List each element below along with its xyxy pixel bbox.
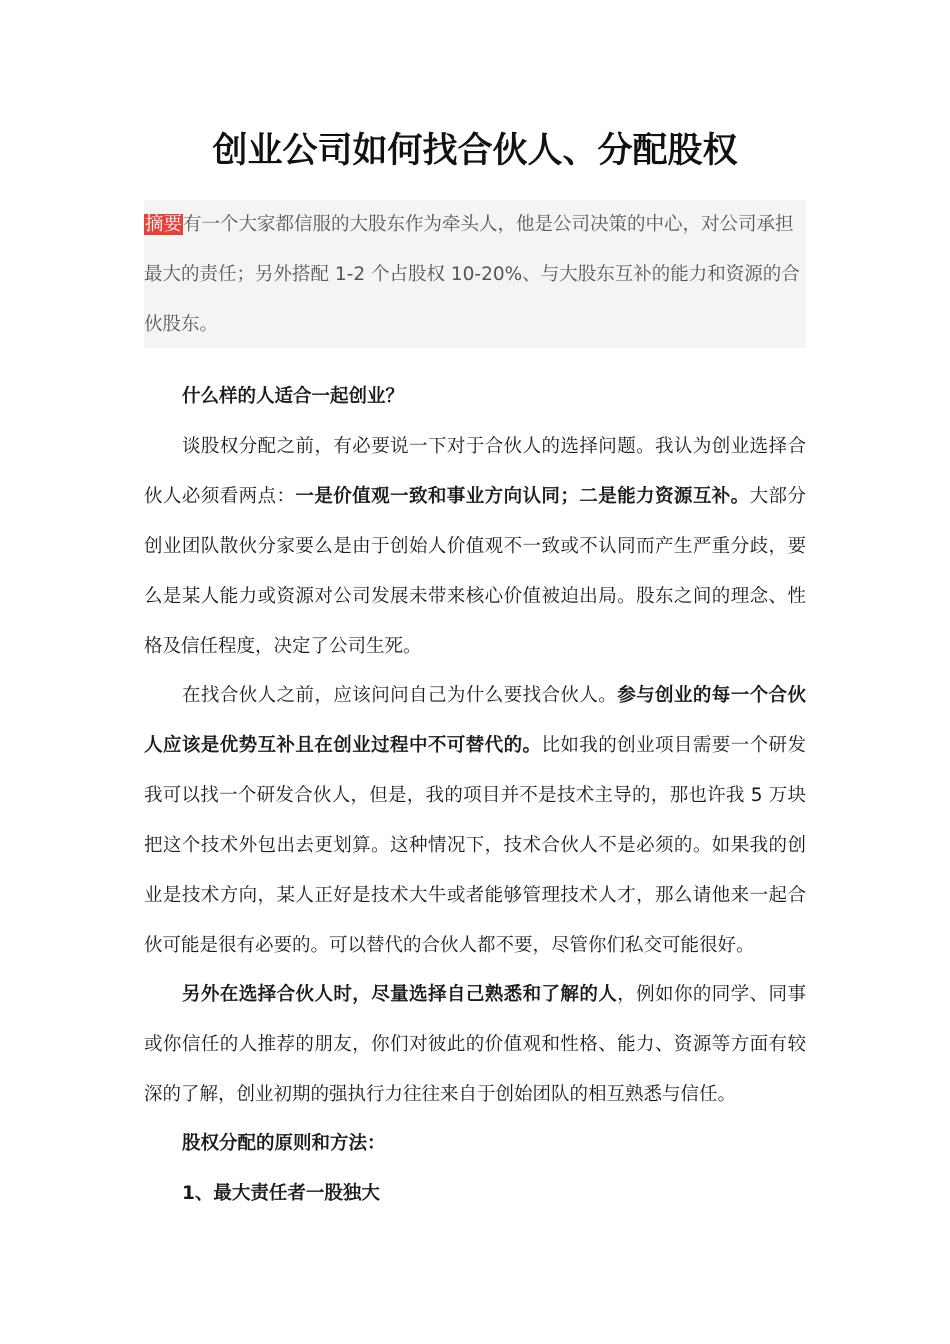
section-heading: 股权分配的原则和方法： — [182, 1133, 386, 1154]
section-heading: 什么样的人适合一起创业？ — [182, 386, 405, 407]
paragraph — [144, 422, 806, 672]
paragraph-text: 在找合伙人之前，应该问问自己为什么要找合伙人。 — [182, 685, 618, 706]
paragraph — [144, 970, 806, 1120]
abstract-text: 有一个大家都信服的大股东作为牵头人，他是公司决策的中心，对公司承担最大的责任；另外搭配 1-2 个占股权 10-20%、与大股东互补的能力和资源的合伙股东。 — [144, 214, 800, 335]
paragraph-bold-text: 另外在选择合伙人时，尽量选择自己熟悉和了解的人 — [182, 984, 618, 1005]
abstract-tag: 摘要 — [145, 214, 183, 235]
paragraph-text: 大部分创业团队散伙分家要么是由于创始人价值观不一致或不认同而产生严重分歧，要么是某人能力或资源对公司发展未带来核心价值被迫出局。股东之间的理念、性格及信任程度，决定了公司生死。 — [144, 486, 806, 657]
subsection-heading: 1、最大责任者一股独大 — [182, 1183, 380, 1204]
document-title: 创业公司如何找合伙人、分配股权 — [212, 131, 738, 171]
paragraph-text: ，例如你的同学、同事或你信任的人推荐的朋友，你们对彼此的价值观和性格、能力、资源等方面有较深的了解，创业初期的强执行力往往来自于创始团队的相互熟悉与信任。 — [144, 984, 806, 1105]
paragraph-text: 谈股权分配之前，有必要说一下对于合伙人的选择问题。我认为创业选择合伙人必须看两点： — [144, 436, 806, 507]
abstract-box — [144, 200, 806, 348]
paragraph-bold-text: 一是价值观一致和事业方向认同；二是能力资源互补。 — [295, 486, 750, 507]
paragraph-text: 比如我的创业项目需要一个研发我可以找一个研发合伙人，但是，我的项目并不是技术主导的，那也许我 5 万块把这个技术外包出去更划算。这种情况下，技术合伙人不是必须的。如果我的创业是技术方向，某人正好是技术大牛或者能够管理技术人才，那么请他来一起合伙可能是很有必要的。可以替代的合伙人都不要，尽管你们私交可能很好。 — [144, 735, 806, 956]
paragraph-bold-text: 参与创业的每一个合伙人应该是优势互补且在创业过程中不可替代的。 — [144, 685, 806, 756]
paragraph — [144, 671, 806, 971]
